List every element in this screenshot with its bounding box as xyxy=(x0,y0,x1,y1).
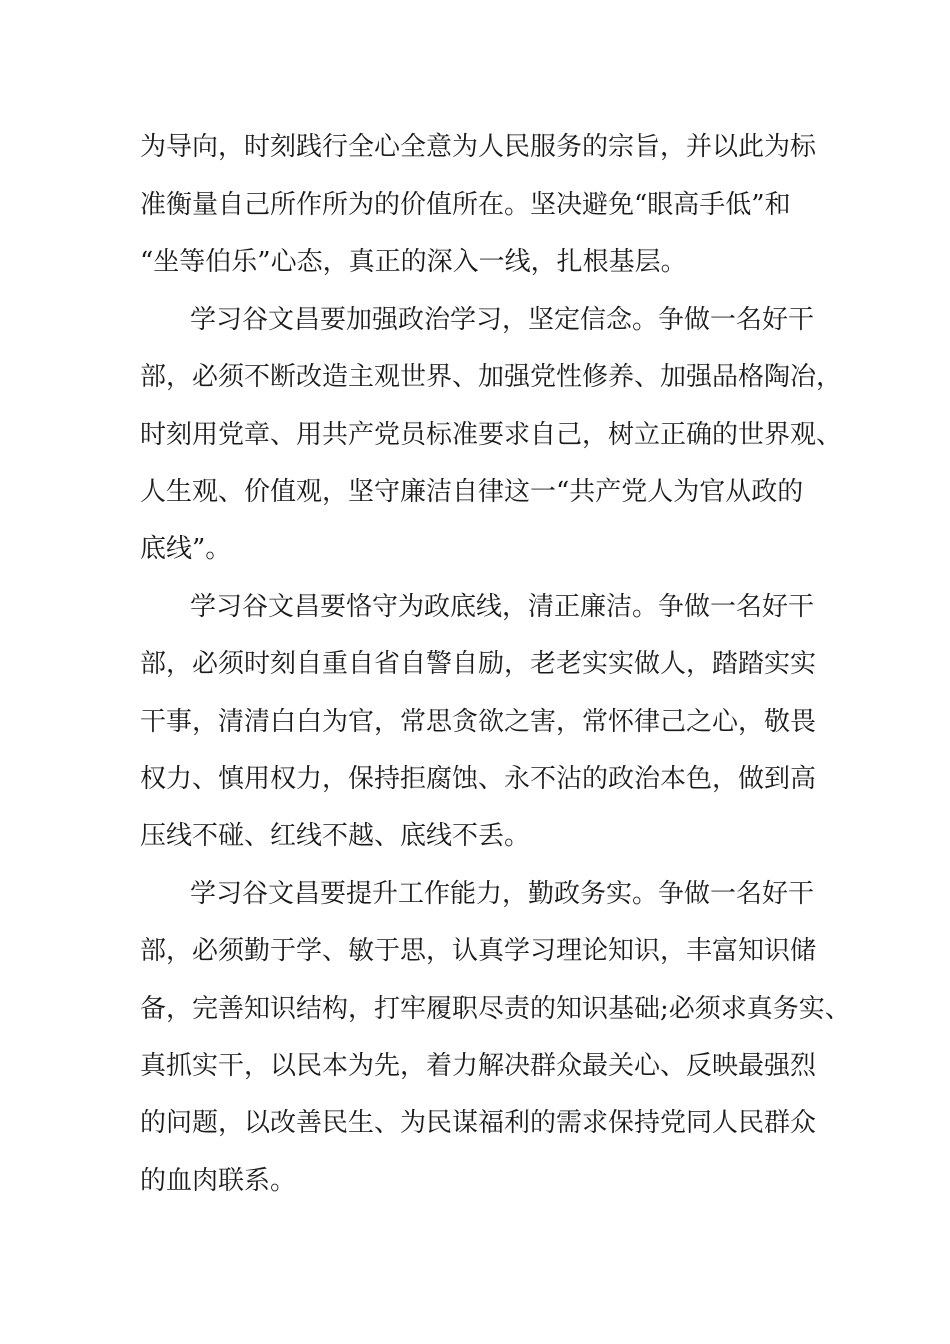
text-line: 为导向，时刻践行全心全意为人民服务的宗旨，并以此为标 xyxy=(140,132,817,162)
text-line: 真抓实干，以民本为先，着力解决群众最关心、反映最强烈 xyxy=(140,1051,817,1081)
text-line: 部，必须勤于学、敏于思，认真学习理论知识，丰富知识储 xyxy=(140,936,817,966)
text-line: 的问题，以改善民生、为民谋福利的需求保持党同人民群众 xyxy=(140,1108,817,1138)
paragraph-start-line: 学习谷文昌要加强政治学习，坚定信念。争做一名好干 xyxy=(190,305,815,335)
text-line: “坐等伯乐”心态，真正的深入一线，扎根基层。 xyxy=(140,247,687,277)
text-line: 的血肉联系。 xyxy=(140,1166,297,1196)
paragraph-start-line: 学习谷文昌要提升工作能力，勤政务实。争做一名好干 xyxy=(190,879,815,909)
text-line: 备，完善知识结构，打牢履职尽责的知识基础;必须求真务实、 xyxy=(140,994,851,1024)
text-line: 准衡量自己所作所为的价值所在。坚决避免“眼高手低”和 xyxy=(140,190,791,220)
text-line: 部，必须不断改造主观世界、加强党性修养、加强品格陶冶， xyxy=(140,362,843,392)
text-line: 底线”。 xyxy=(140,534,232,564)
text-line: 压线不碰、红线不越、底线不丢。 xyxy=(140,821,531,851)
text-line: 人生观、价值观，坚守廉洁自律这一“共产党人为官从政的 xyxy=(140,477,804,507)
text-line: 干事，清清白白为官，常思贪欲之害，常怀律己之心，敬畏 xyxy=(140,707,817,737)
paragraph-start-line: 学习谷文昌要恪守为政底线，清正廉洁。争做一名好干 xyxy=(190,592,815,622)
text-line: 权力、慎用权力，保持拒腐蚀、永不沾的政治本色，做到高 xyxy=(140,764,817,794)
text-line: 部，必须时刻自重自省自警自励，老老实实做人，踏踏实实 xyxy=(140,649,817,679)
text-line: 时刻用党章、用共产党员标准要求自己，树立正确的世界观、 xyxy=(140,420,843,450)
